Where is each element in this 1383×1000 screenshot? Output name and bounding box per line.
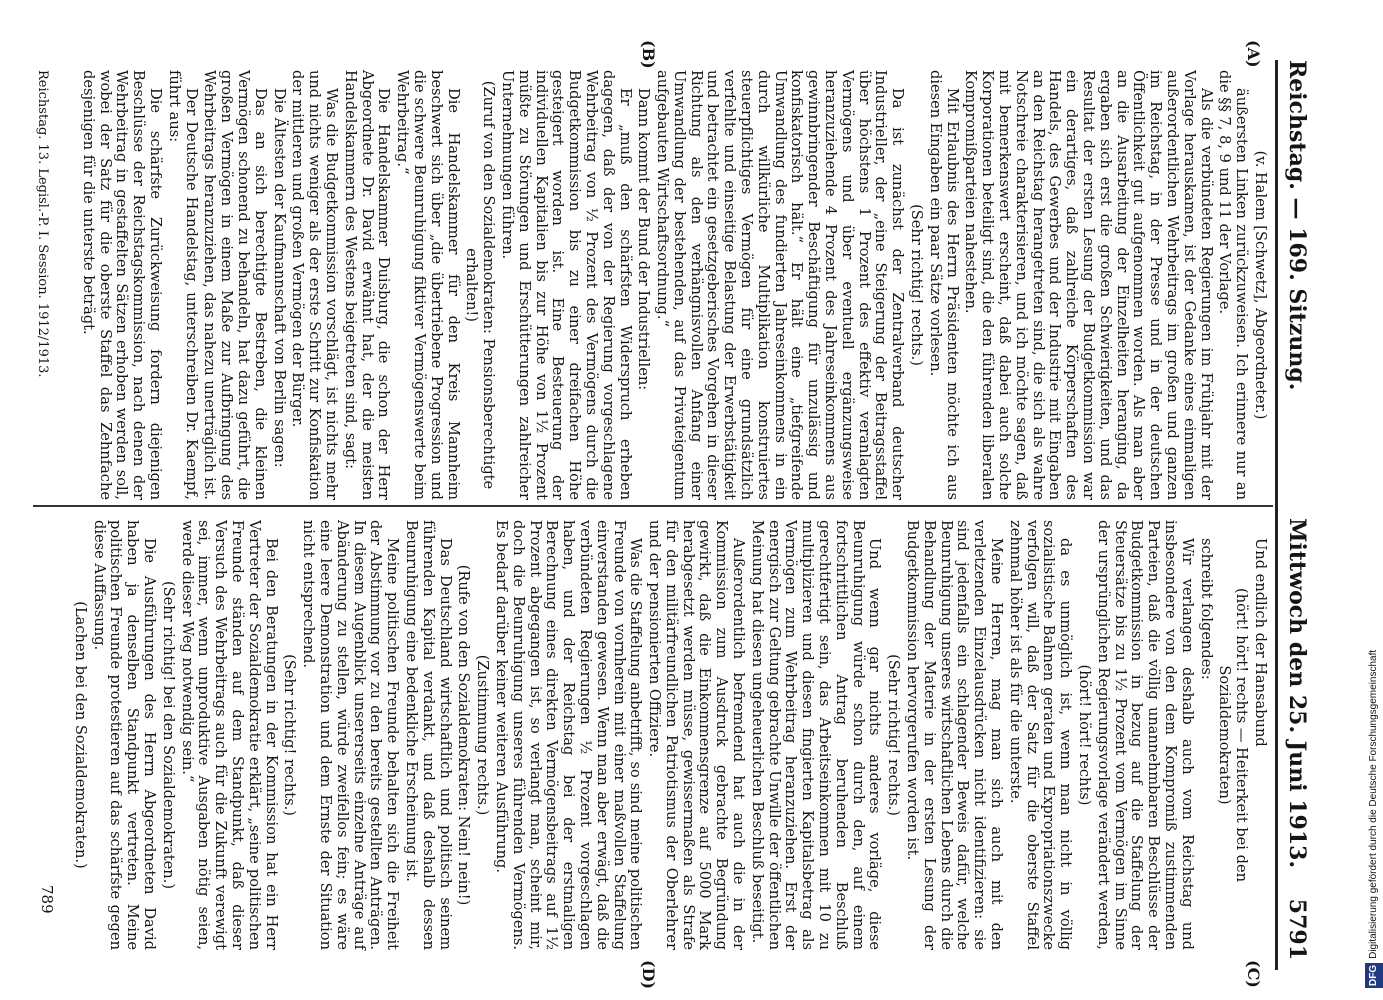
paragraph: Was die Budgetkommission vorschlägt, ist nichts mehr und nichts weniger als der erste Schritt zur Konfiskation der mittleren und großen Vermögen der Bürger. <box>289 70 340 500</box>
paragraph: (v. Halem [Schwetz], Abgeordneter.) <box>1252 150 1269 420</box>
paragraph: Er „muß den schärfsten Widerspruch erheben dagegen, daß der von der Regierung vorgeschlagene Wehrbeitrag von ½ Prozent des Vermögens durch die Budgetkommission bis zu einer dreifachen Höhe gesteigert worden ist. Eine Besteuerung der individuellen Kapitalien bis zur Höhe von 1½ Prozent müßte zu Störungen und Erschütterungen zahlreicher Unternehmungen führen. <box>498 70 634 500</box>
paragraph: schreibt folgendes: <box>1197 538 1215 680</box>
paragraph: äußersten Linken zurückzuweisen. Ich erinnere nur an die §§ 7, 8, 9 und 11 der Vorlage. <box>1216 70 1251 500</box>
paragraph: Die Ältesten der Kaufmannschaft von Berlin sagen: <box>270 88 288 468</box>
paragraph: Und endlich der Hansabund <box>1252 538 1269 747</box>
margin-marker-a: (A) <box>1244 40 1263 68</box>
footer-page-number: 789 <box>38 885 56 914</box>
newspaper-page <box>18 0 1318 1000</box>
paragraph: (Sehr richtig! bei den Sozialdemokraten.) <box>159 580 177 890</box>
right-column <box>69 520 1268 950</box>
paragraph: Der Deutsche Handelstag, unterschreiben Dr. Kaempf, führt aus: <box>165 70 200 500</box>
left-column <box>77 70 1268 500</box>
header-date: Mittwoch den 25. Juni 1913. <box>1284 518 1310 869</box>
page-number: 5791 <box>1284 898 1310 960</box>
paragraph: (Sehr richtig! rechts.) <box>908 204 926 366</box>
paragraph: Die schärfste Zurückweisung fordern diejenigen Beschlüsse der Reichstagskommission, nach denen der Wehrbeitrag in gestaffelten Sätzen erhoben werden soll, wobei der Satz für die oberste Staffel das Zehnfache desjenigen für die unterste beträgt. <box>79 70 164 500</box>
paragraph: Das an sich berechtigte Bestreben, die kleinen Vermögen schonend zu behandeln, hat dazu geführt, die großen Vermögen in einem Maße zur Aufbringung des Wehrbeitrags heranzuziehen, das nahezu unerträglich ist. <box>201 70 269 500</box>
dfg-logo: DFG <box>1365 963 1383 988</box>
column-rule <box>33 505 1273 507</box>
paragraph: Mit Erlaubnis des Herrn Präsidenten möchte ich aus diesen Eingaben ein paar Sätze vorlesen. <box>926 70 961 500</box>
paragraph: (hört! hört! rechts — Heiterkeit bei den Sozialdemokraten) <box>1216 588 1251 882</box>
paragraph: Meine Herren, mag man sich auch mit den verletzenden Einzelausdrücken nicht identifizieren: sie sind jedenfalls ein schlagender Beweis dafür, welche Beunruhigung unseres wirtschaftlichen Lebens durch die Behandlung der Materie in der ersten Lesung der Budgetkommission hervorgerufen worden ist. <box>904 520 1006 950</box>
footer-left: Reichstag. 13. Legisl.-P. I. Session. 1912/1913. <box>35 70 50 378</box>
paragraph: Die Ausführungen des Herrn Abgeordneten David haben ja denselben Standpunkt vertreten. Meine politischen Freunde protestieren auf das schärfste gegen diese Auffassung. <box>90 520 158 950</box>
margin-marker-c: (C) <box>1244 960 1263 988</box>
paragraph: Und wenn gar nichts anderes vorläge, diese Beunruhigung würde schon durch den, auf einem fortschrittlichen Antrag beruhenden Beschluß gerechtfertigt sein, das Arbeitseinkommen mit 10 zu multiplizieren und diesen fingierten Kapitalsbetrag als Vermögen zum Wehrbeitrag heranzuziehen. Erst der energisch zur Geltung gebrachte Unwille der öffentlichen Meinung hat diesen ungeheuerlichen Beschluß beseitigt. <box>748 520 884 950</box>
paragraph: Was die Staffelung anbetrifft, so sind meine politischen Freunde von vornherein mit einer maßvollen Staffelung einverstanden gewesen. Wenn man aber erwägt, daß die verbündeten Regierungen ½ Prozent vorgeschlagen haben, und der Reichstag bei der erstmaligen Berechnung eines direkten Vermögensbeitrags auf 1½ Prozent abgegangen ist, so verlangt man, scheint mir, doch die Beunruhigung unseres führenden Vermögens. Es bedarf darüber keiner weiteren Ausführung. <box>492 520 645 950</box>
paragraph: (Sehr richtig! rechts.) <box>885 654 903 816</box>
paragraph: (Zuruf von den Sozialdemokraten: Pensionsberechtigte erhalten!) <box>463 80 498 490</box>
paragraph: Die Handelskammer für den Kreis Mannheim beschwert sich über „die übertriebene Progression und die schwere Beunruhigung fiktiver Vermögenswerte beim Wehrbeitrag.“ <box>394 70 462 500</box>
paragraph: Die Handelskammer Duisburg, die schon der Herr Abgeordnete Dr. David erwähnt hat, der die meisten Handelskammern des Westens beigetreten sind, sagt: <box>341 70 393 500</box>
funding-text: Digitalisierung gefördert durch die Deutsche Forschungsgemeinschaft <box>1368 649 1379 959</box>
page-header <box>1280 60 1310 960</box>
paragraph: (Lachen bei den Sozialdemokraten.) <box>71 601 89 869</box>
funding-sidebar <box>1363 0 1383 1000</box>
paragraph: Meine politischen Freunde behalten sich die Freiheit der Abstimmung vor zu den bereits gestellten Anträgen. In diesem Augenblick unsererseits einzelne Anträge auf Abänderung zu stellen, würde zweifellos fein; es wäre eine leere Demonstration und dem Ernste der Situation nicht entsprechend. <box>300 520 402 950</box>
funding-note <box>1365 0 1383 1000</box>
paragraph: Außerordentlich befremdend hat auch die in der Kommission zum Ausdruck gebrachte Begründung gewirkt, daß die Einkommensgrenze auf 5000 Mark herabgesetzt werden müsse, gewissermaßen als Strafe für den militärfreundlichen Patriotismus der Oberlehrer und der pensionierten Offiziere. <box>646 520 748 950</box>
header-rule <box>1275 60 1278 970</box>
paragraph: (Rufe von den Sozialdemokraten: Nein! nein!) <box>455 564 473 906</box>
header-left: Reichstag. — 169. Sitzung. <box>1284 60 1310 391</box>
paragraph: (hört! hört! rechts) <box>1076 664 1094 806</box>
paragraph: Wir verlangen deshalb auch vom Reichstag und insbesondere von den dem Kompromiß zustimmenden Parteien, daß die völlig unannehmbaren Beschlüsse der Budgetkommission in bezug auf die Staffelung der Steuersätze bis zu 1½ Prozent vom Vermögen im Sinne der ursprünglichen Regierungsvorlage verändert werden, <box>1094 520 1196 950</box>
paragraph: Als die verbündeten Regierungen im Frühjahr mit der Vorlage herauskamen, ist der Gedanke eines einmaligen außerordentlichen Wehrbeitrags im großen und ganzen im Reichstag, in der Presse und in der deutschen Öffentlichkeit gut aufgenommen worden. Als man aber an die Ausarbeitung der Einzelheiten heranging, da ergaben sich erst die großen Schwierigkeiten, und das Resultat der ersten Lesung der Budgetkommission war ein derartiges, daß zahlreiche Körperschaften des Handels, des Gewerbes und der Industrie mit Eingaben an den Reichstag herangetreten sind, die sich als wahre Notschreie charakterisieren, und ich möchte sagen, daß mit bemerkenswert erscheint, daß dabei auch solche Korporationen beteiligt sind, die den führenden liberalen Kompromißparteien nahestehen. <box>962 70 1215 500</box>
paragraph: Dann kommt der Bund der Industriellen: <box>635 88 653 391</box>
paragraph: Da ist zunächst der Zentralverband deutscher Industrieller, der „eine Steigerung der Beitragsstaffel über höchstens 1 Prozent des effektiv veranlagten Vermögens und über eventuell ergänzungsweise heranzuziehende 4 Prozent des Jahreseinkommens aus gewinnbringender Beschäftigung für unzulässig und konfiskatorisch hält.“ Er hält eine „tiefgreifende Umwandlung des fundierten Jahreseinkommens in ein durch willkürliche Multiplikation konstruiertes steuerpflichtiges Vermögen für eine grundsätzlich verfehlte und einseitige Belastung der Erwerbstätigkeit und betrachtet ein gesetzgeberisches Vorgehen in dieser Richtung als den verhängnisvollen Anfang einer Umwandlung der bestehenden, auf das Privateigentum aufgebauten Wirtschaftsordnung.“ <box>654 70 907 500</box>
paragraph: (Zustimmung rechts.) <box>474 654 492 816</box>
paragraph: Das Deutschland wirtschaftlich und politisch seinem führenden Kapital verdankt, und daß deshalb dessen Beunruhigung eine bedenkliche Erscheinung ist. <box>402 520 454 950</box>
margin-marker-d: (D) <box>639 960 658 990</box>
paragraph: (Sehr richtig! rechts.) <box>281 654 299 816</box>
margin-marker-b: (B) <box>639 40 658 69</box>
header-right <box>1284 518 1310 960</box>
paragraph: Bei den Beratungen in der Kommission hat ein Herr Vertreter der Sozialdemokratie erklärt, „seine politischen Freunde ständen auf dem Standpunkt, daß dieser Versuch des Wehrbeitrags auch für die Zukunft verewigt sei, immer, wenn unproduktive Ausgaben nötig seien, werde dieser Weg notwendig sein.“ <box>178 520 280 950</box>
paragraph: da es unmöglich ist, wenn man nicht in völlig sozialistische Bahnen geraten und Expropriationszwecke verfolgen will, daß der Satz für die oberste Staffel zehnmal höher ist als für die unterste. <box>1006 520 1075 950</box>
